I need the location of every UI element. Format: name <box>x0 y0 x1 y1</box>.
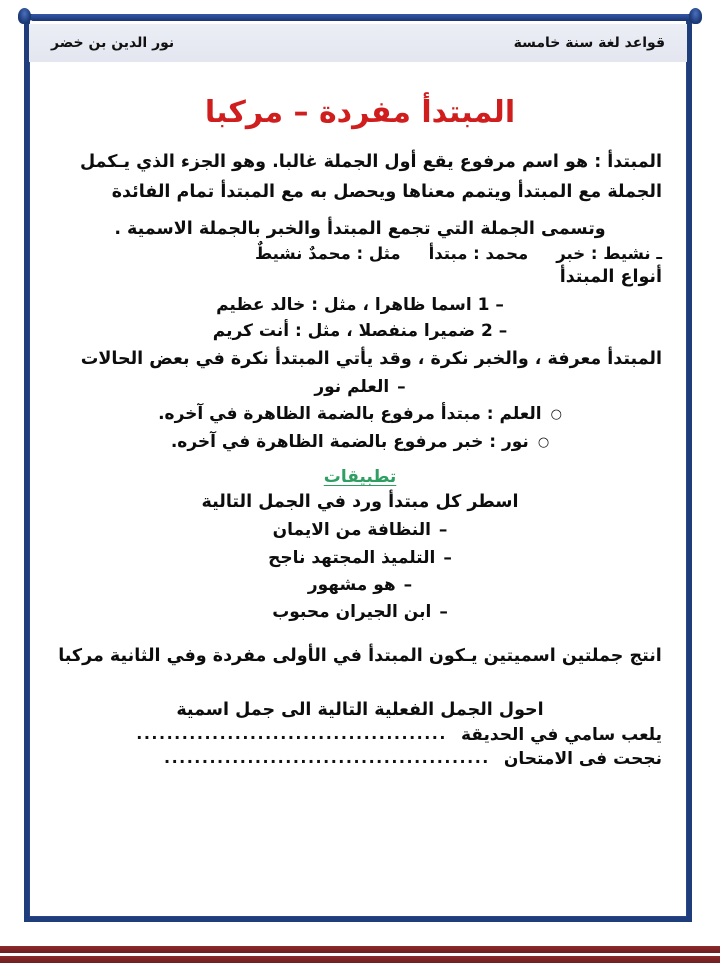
list-item: – العلم نور <box>58 374 662 400</box>
definition-line-2: الجملة مع المبتدأ ويتمم معناها ويحصل به مع المبتدأ تمام الفائدة <box>111 181 662 202</box>
header-subject: قواعد لغة سنة خامسة <box>513 35 665 51</box>
types-list <box>58 293 662 345</box>
example-khabar: ـ نشيط : خبر <box>556 244 662 264</box>
list-item: – 2 ضميرا منفصلا ، مثل : أنت كريم <box>212 321 508 342</box>
example-sentence: مثل : محمدٌ نشيطٌ <box>254 244 401 264</box>
list-item <box>58 429 662 455</box>
fill-blank-row[interactable] <box>58 725 662 745</box>
example-row <box>58 244 662 263</box>
spacer <box>58 627 662 643</box>
list-item: – هو مشهور <box>58 572 662 598</box>
document-body <box>40 74 680 914</box>
applications-heading: تطبيقات <box>323 466 397 487</box>
analysis-rest: : مبتدأ مرفوع بالضمة الظاهرة في آخره. <box>158 404 500 425</box>
analysis-rest: : خبر مرفوع بالضمة الظاهرة في آخره. <box>170 431 502 452</box>
types-heading: أنواع المبتدأ <box>559 267 662 288</box>
footer-bar-top <box>0 946 720 953</box>
list-item: – ابن الجيران محبوب <box>58 599 662 625</box>
analysis-lead: نور <box>501 431 529 452</box>
frame-corner-pin-right <box>689 8 702 24</box>
blank-dotted-line[interactable]: ........................................... <box>163 748 490 768</box>
definition-line-1: المبتدأ : هو اسم مرفوع يقع أول الجملة غالبا. وهو الجزء الذي يـكمل <box>79 152 662 172</box>
blank-prompt: نجحت فى الامتحان <box>503 749 662 770</box>
page-title: المبتدأ مفردة – مركبا <box>204 95 516 130</box>
header-author: نور الدين بن خضر <box>51 35 175 51</box>
frame-corner-pin-left <box>18 8 31 24</box>
footer-bar-bottom <box>0 956 720 963</box>
task3-instruction: احول الجمل الفعلية التالية الى جمل اسمية <box>176 699 544 720</box>
list-item: – 1 اسما ظاهرا ، مثل : خالد عظيم <box>216 294 504 315</box>
rule-analysis-list <box>58 401 662 455</box>
applications-sentence-list <box>58 517 662 625</box>
analysis-lead: العلم <box>499 404 542 425</box>
blank-prompt: يلعب سامي في الحديقة <box>460 725 662 746</box>
list-item: – التلميذ المجتهد ناجح <box>58 545 662 571</box>
footer-decoration <box>0 946 720 963</box>
task2-instruction: انتج جملتين اسميتين يـكون المبتدأ في الأولى مفردة وفي الثانية مركبا <box>58 645 662 666</box>
spacer <box>58 671 662 697</box>
document-header <box>29 24 687 62</box>
applications-instruction: اسطر كل مبتدأ ورد في الجمل التالية <box>201 491 519 512</box>
frame-top-bar <box>31 14 689 21</box>
blank-dotted-line[interactable]: ......................................... <box>136 724 447 744</box>
definition-line-3: وتسمى الجملة التي تجمع المبتدأ والخبر بالجملة الاسمية . <box>114 219 606 240</box>
list-item: – النظافة من الايمان <box>58 517 662 543</box>
fill-blank-row[interactable] <box>58 749 662 769</box>
rule-example-list <box>58 374 662 400</box>
list-item <box>58 401 662 427</box>
example-mubtada: محمد : مبتدأ <box>428 244 529 264</box>
rule-line: المبتدأ معرفة ، والخبر نكرة ، وقد يأتي المبتدأ نكرة في بعض الحالات <box>80 348 662 369</box>
spacer <box>58 208 662 216</box>
